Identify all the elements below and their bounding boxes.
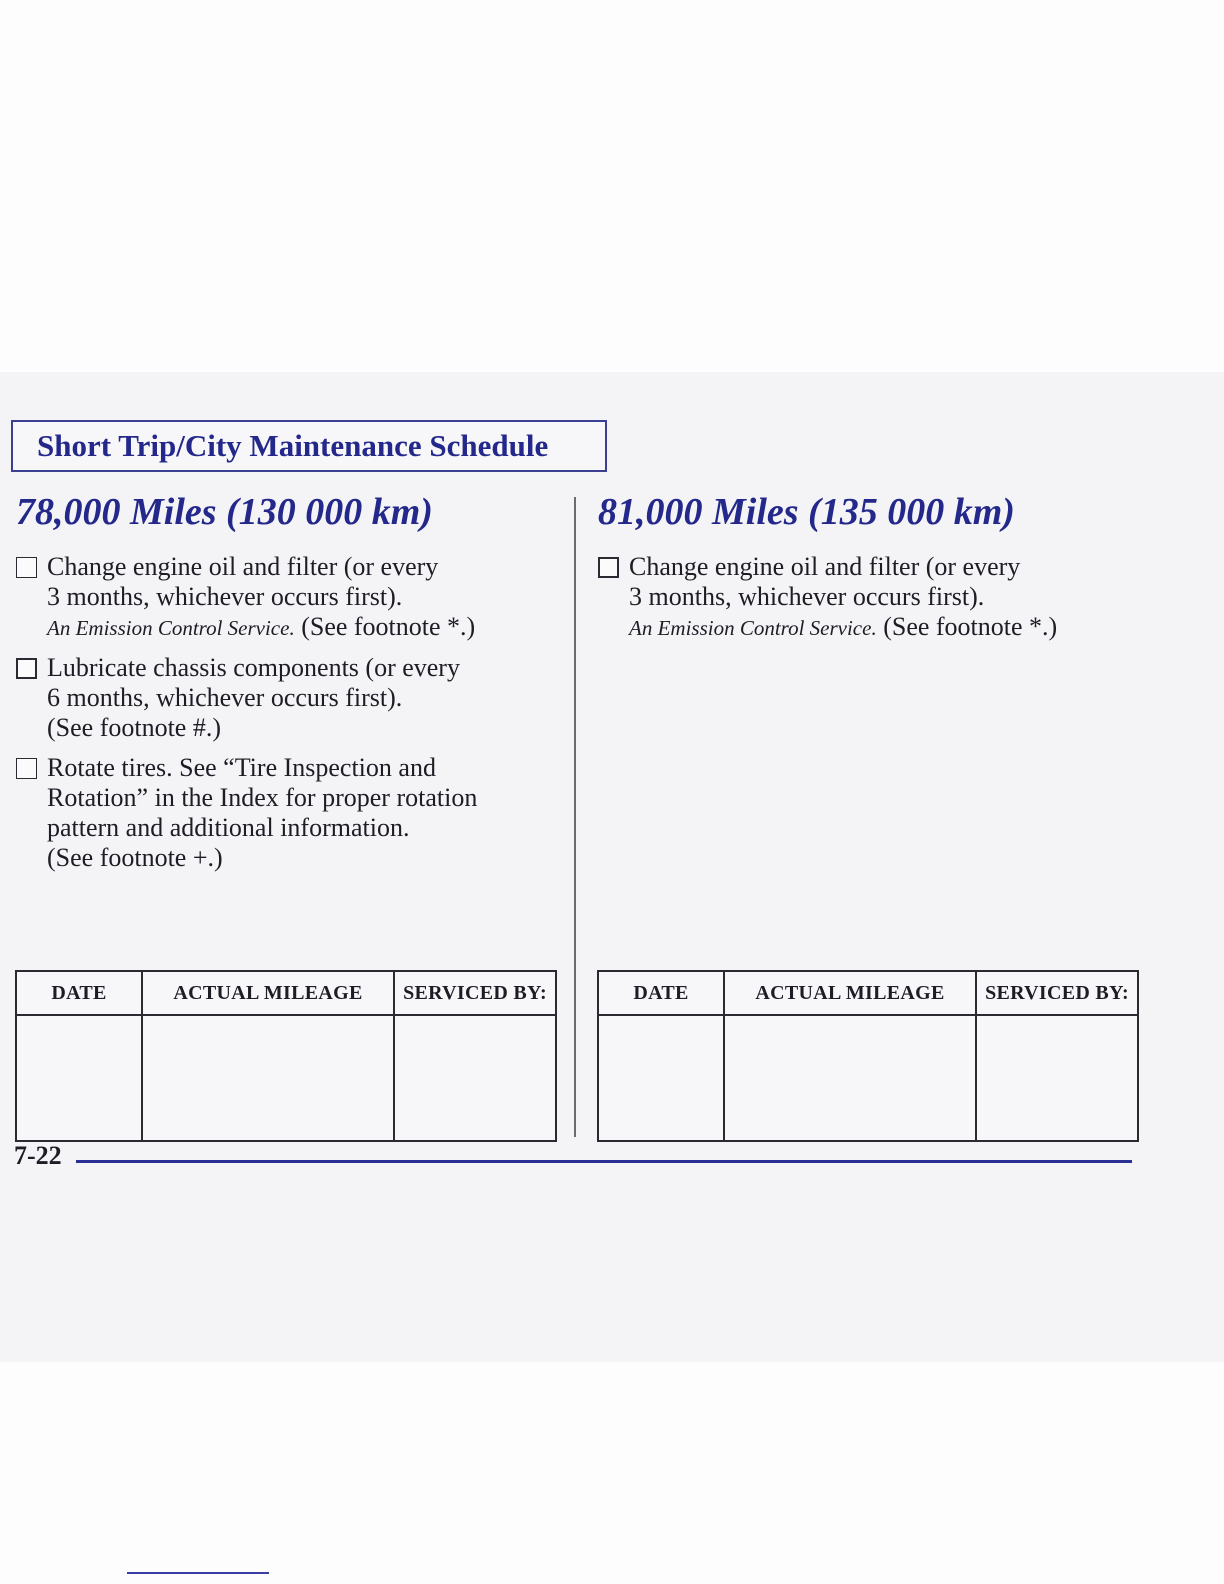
- left-column: [16, 488, 556, 883]
- checkbox-icon[interactable]: [598, 557, 619, 578]
- bottom-link-underline[interactable]: [127, 1572, 269, 1574]
- item-line: pattern and additional information.: [47, 813, 410, 842]
- footer-rule: [76, 1160, 1132, 1163]
- footnote-ref: (See footnote *.): [301, 612, 476, 641]
- column-divider: [574, 497, 576, 1137]
- page-number: 7-22: [14, 1141, 62, 1170]
- left-item-rotate-tires: [16, 753, 556, 873]
- item-line: 6 months, whichever occurs first).: [47, 683, 403, 712]
- right-item-oil-change: [598, 552, 1138, 643]
- table-row: [16, 1015, 556, 1141]
- date-cell[interactable]: [598, 1015, 724, 1141]
- item-line: (See footnote +.): [47, 843, 223, 872]
- checkbox-icon[interactable]: [16, 658, 37, 679]
- right-column: [598, 488, 1138, 653]
- item-line: Change engine oil and filter (or every: [47, 552, 439, 581]
- table-header-mileage: ACTUAL MILEAGE: [724, 971, 976, 1015]
- serviced-by-cell[interactable]: [976, 1015, 1138, 1141]
- left-mileage-heading: 78,000 Miles (130 000 km): [16, 491, 433, 533]
- item-line: Rotate tires. See “Tire Inspection and: [47, 753, 436, 782]
- right-mileage-heading: 81,000 Miles (135 000 km): [598, 491, 1015, 533]
- serviced-by-cell[interactable]: [394, 1015, 556, 1141]
- table-header-serviced-by: SERVICED BY:: [976, 971, 1138, 1015]
- checkbox-icon[interactable]: [16, 557, 37, 578]
- item-line: 3 months, whichever occurs first).: [629, 582, 985, 611]
- table-header-date: DATE: [598, 971, 724, 1015]
- section-title-box: [11, 420, 607, 472]
- table-row: [598, 1015, 1138, 1141]
- left-service-log-table: [15, 970, 557, 1142]
- item-line: (See footnote #.): [47, 713, 222, 742]
- emission-label: An Emission Control Service.: [629, 616, 877, 640]
- left-item-lubricate: [16, 653, 556, 743]
- table-header-mileage: ACTUAL MILEAGE: [142, 971, 394, 1015]
- mileage-cell[interactable]: [724, 1015, 976, 1141]
- table-header-serviced-by: SERVICED BY:: [394, 971, 556, 1015]
- item-line: Rotation” in the Index for proper rotation: [47, 783, 478, 812]
- item-line: 3 months, whichever occurs first).: [47, 582, 403, 611]
- date-cell[interactable]: [16, 1015, 142, 1141]
- right-service-log-table: [597, 970, 1139, 1142]
- item-line: Lubricate chassis components (or every: [47, 653, 460, 682]
- item-line: Change engine oil and filter (or every: [629, 552, 1021, 581]
- left-item-oil-change: [16, 552, 556, 643]
- table-header-date: DATE: [16, 971, 142, 1015]
- mileage-cell[interactable]: [142, 1015, 394, 1141]
- footnote-ref: (See footnote *.): [883, 612, 1058, 641]
- section-title: Short Trip/City Maintenance Schedule: [37, 428, 549, 463]
- checkbox-icon[interactable]: [16, 758, 37, 779]
- emission-label: An Emission Control Service.: [47, 616, 295, 640]
